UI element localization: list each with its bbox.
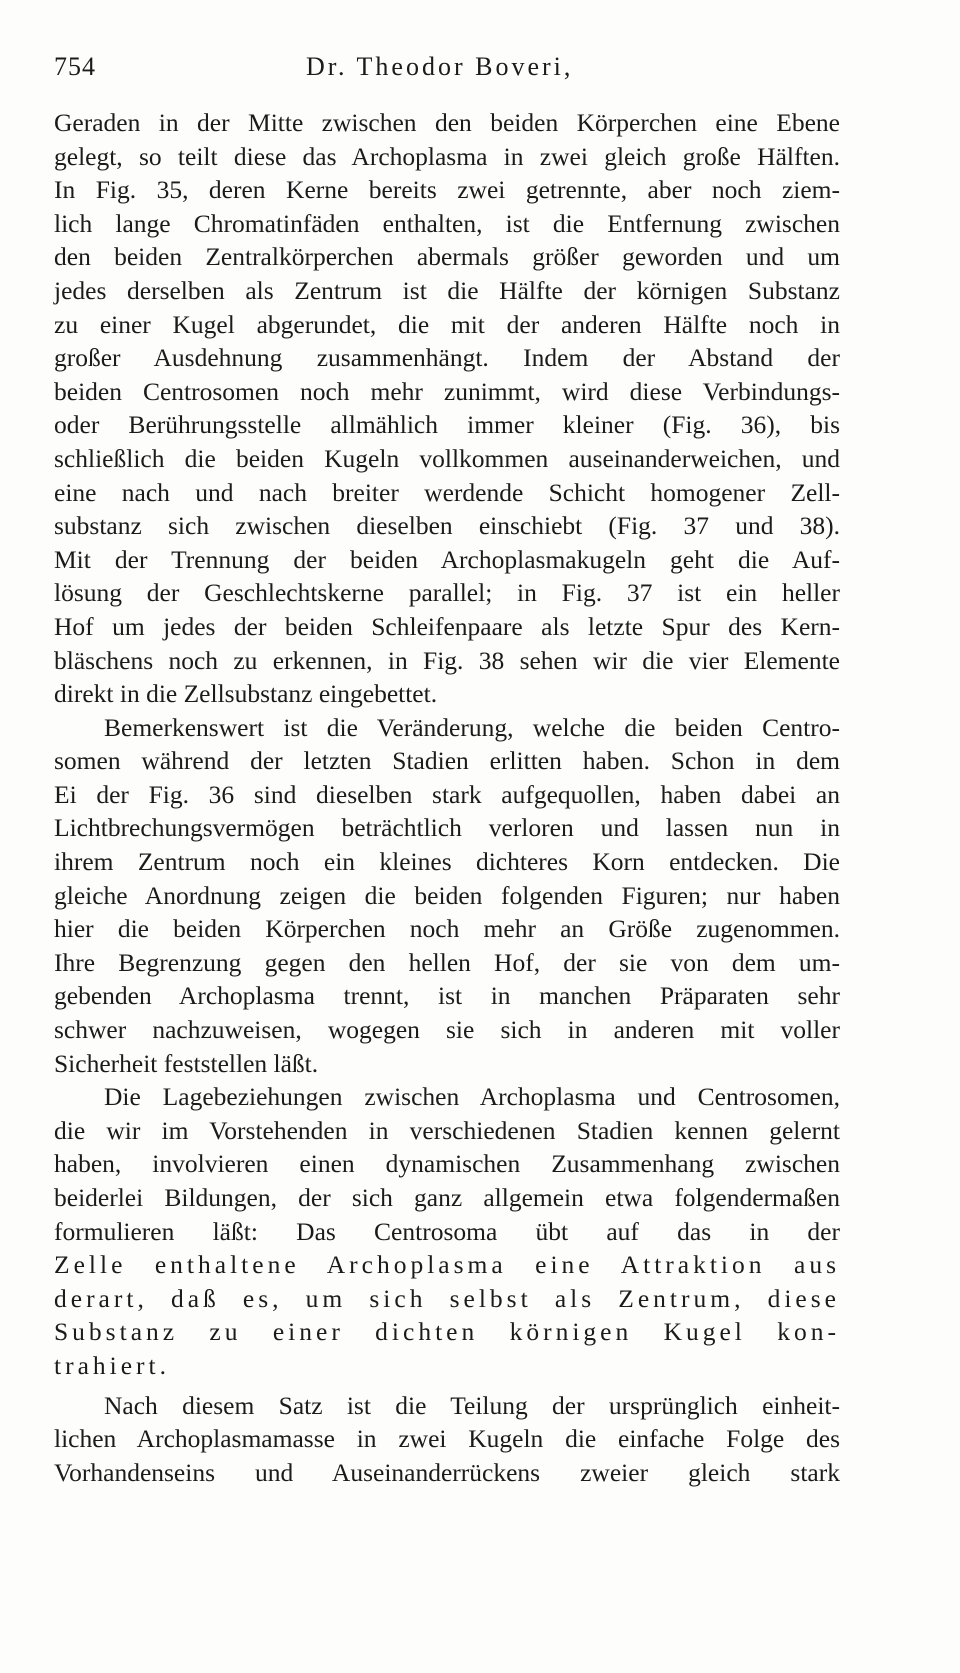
text-line: beiderlei Bildungen, der sich ganz allgemein etwa folgendermaßen xyxy=(54,1183,840,1212)
text-line: gleiche Anordnung zeigen die beiden folgenden Figuren; nur haben xyxy=(54,880,840,910)
page-header xyxy=(54,52,844,92)
emphasized-line: Zelle enthaltene Archoplasma eine Attraktion aus xyxy=(54,1250,840,1280)
text-line: Mit der Trennung der beiden Archoplasmakugeln geht die Auf- xyxy=(54,544,840,574)
emphasized-line: trahiert. xyxy=(54,1350,170,1380)
text-line: substanz sich zwischen dieselben einschiebt (Fig. 37 und 38). xyxy=(54,511,840,541)
paragraph-first-line: Bemerkenswert ist die Veränderung, welche die beiden Centro- xyxy=(104,712,840,742)
text-line: bläschens noch zu erkennen, in Fig. 38 sehen wir die vier Elemente xyxy=(54,645,840,675)
text-line: Sicherheit feststellen läßt. xyxy=(54,1048,319,1078)
text-line: formulieren läßt: Das Centrosoma übt auf das in der xyxy=(54,1216,840,1246)
text-line: Ihre Begrenzung gegen den hellen Hof, der sie von dem um- xyxy=(54,947,840,977)
body-text xyxy=(54,106,840,1489)
text-line: Lichtbrechungsvermögen beträchtlich verloren und lassen nun in xyxy=(54,813,840,843)
text-line: Hof um jedes der beiden Schleifenpaare als letzte Spur des Kern- xyxy=(54,611,840,641)
paragraph-first-line: Die Lagebeziehungen zwischen Archoplasma und Centrosomen, xyxy=(104,1082,840,1112)
text-line: oder Berührungsstelle allmählich immer kleiner (Fig. 36), bis xyxy=(54,410,840,440)
emphasized-line: Substanz zu einer dichten körnigen Kugel kon- xyxy=(54,1317,840,1347)
text-line: haben, involvieren einen dynamischen Zusammenhang zwischen xyxy=(54,1149,840,1179)
text-line: gelegt, so teilt diese das Archoplasma in zwei gleich große Hälften. xyxy=(54,141,840,171)
text-line: Ei der Fig. 36 sind dieselben stark aufgequollen, haben dabei an xyxy=(54,779,840,809)
text-line: Geraden in der Mitte zwischen den beiden Körperchen eine Ebene xyxy=(54,108,840,137)
text-line: schließlich die beiden Kugeln vollkommen auseinanderweichen, und xyxy=(54,443,840,473)
text-line: direkt in die Zellsubstanz eingebettet. xyxy=(54,679,438,709)
text-line: lösung der Geschlechtskerne parallel; in Fig. 37 ist ein heller xyxy=(54,578,840,608)
text-line: lich lange Chromatinfäden enthalten, ist die Entfernung zwischen xyxy=(54,208,840,238)
text-line: hier die beiden Körperchen noch mehr an Größe zugenommen. xyxy=(54,914,840,944)
page-number: 754 xyxy=(54,52,96,81)
text-line: jedes derselben als Zentrum ist die Hälfte der körnigen Substanz xyxy=(54,275,840,305)
text-line: zu einer Kugel abgerundet, die mit der anderen Hälfte noch in xyxy=(54,309,840,339)
text-line: schwer nachzuweisen, wogegen sie sich in anderen mit voller xyxy=(54,1015,840,1045)
text-line: die wir im Vorstehenden in verschiedenen Stadien kennen gelernt xyxy=(54,1115,840,1145)
paragraph-first-line: Nach diesem Satz ist die Teilung der ursprünglich einheit- xyxy=(104,1390,840,1420)
text-line: lichen Archoplasmamasse in zwei Kugeln die einfache Folge des xyxy=(54,1424,840,1454)
text-line: großer Ausdehnung zusammenhängt. Indem der Abstand der xyxy=(54,343,840,373)
running-head: Dr. Theodor Boveri, xyxy=(306,52,574,81)
text-line: den beiden Zentralkörperchen abermals größer geworden und um xyxy=(54,242,840,272)
text-line: somen während der letzten Stadien erlitten haben. Schon in dem xyxy=(54,746,840,776)
text-line: beiden Centrosomen noch mehr zunimmt, wird diese Verbindungs- xyxy=(54,376,840,406)
text-line: eine nach und nach breiter werdende Schicht homogener Zell- xyxy=(54,477,840,507)
text-line: Vorhandenseins und Auseinanderrückens zweier gleich stark xyxy=(54,1457,840,1487)
text-line: In Fig. 35, deren Kerne bereits zwei getrennte, aber noch ziem- xyxy=(54,175,840,205)
text-line: ihrem Zentrum noch ein kleines dichteres Korn entdecken. Die xyxy=(54,847,840,877)
text-line: gebenden Archoplasma trennt, ist in manchen Präparaten sehr xyxy=(54,981,840,1011)
emphasized-line: derart, daß es, um sich selbst als Zentrum, diese xyxy=(54,1283,840,1313)
